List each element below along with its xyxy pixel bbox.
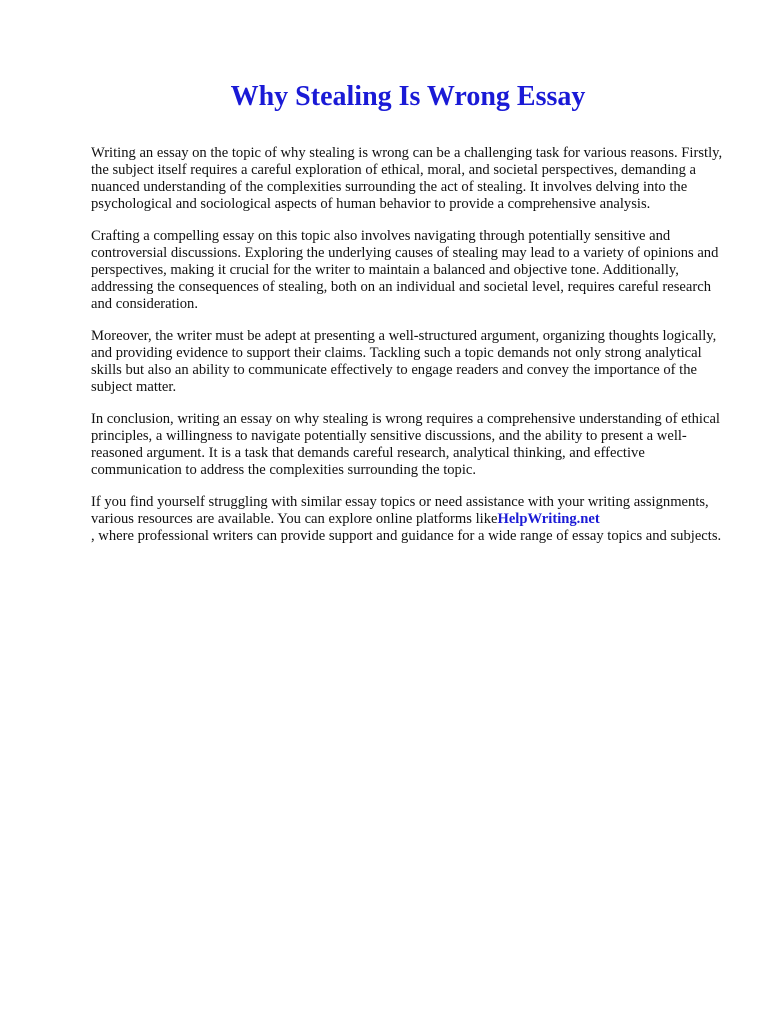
paragraph-1: Writing an essay on the topic of why stealing is wrong can be a challenging task for various reasons. Firstly, the subject itself requires a careful exploration of ethical, moral, and societal perspectives, demanding a nuanced understanding of the complexities surrounding the act of stealing. It involves delving into the psychological and sociological aspects of human behavior to provide a comprehensive analysis. [91, 145, 723, 212]
page-title: Why Stealing Is Wrong Essay [230, 81, 586, 112]
paragraph-5-before-link: If you find yourself struggling with similar essay topics or need assistance with your writing assignments, various resources are available. You can explore online platforms like [91, 494, 709, 527]
paragraph-5-after-link: , where professional writers can provide support and guidance for a wide range of essay topics and subjects. [91, 528, 722, 544]
paragraph-4: In conclusion, writing an essay on why stealing is wrong requires a comprehensive understanding of ethical principles, a willingness to navigate potentially sensitive discussions, and the ability to present a well-reasoned argument. It is a task that demands careful research, analytical thinking, and effective communication to address the complexities surrounding the topic. [91, 411, 720, 478]
paragraph-2: Crafting a compelling essay on this topic also involves navigating through potentially sensitive and controversial discussions. Exploring the underlying causes of stealing may lead to a variety of opinions and perspectives, making it crucial for the writer to maintain a balanced and objective tone. Additionally, addressing the consequences of stealing, both on an individual and societal level, requires careful research and consideration. [91, 228, 719, 312]
helpwriting-link[interactable]: HelpWriting.net [497, 511, 600, 527]
essay-body [91, 145, 731, 560]
paragraph-3: Moreover, the writer must be adept at presenting a well-structured argument, organizing thoughts logically, and providing evidence to support their claims. Tackling such a topic demands not only strong analytical skills but also an ability to communicate effectively to engage readers and convey the importance of the subject matter. [91, 328, 717, 395]
paragraph-5 [91, 494, 731, 545]
